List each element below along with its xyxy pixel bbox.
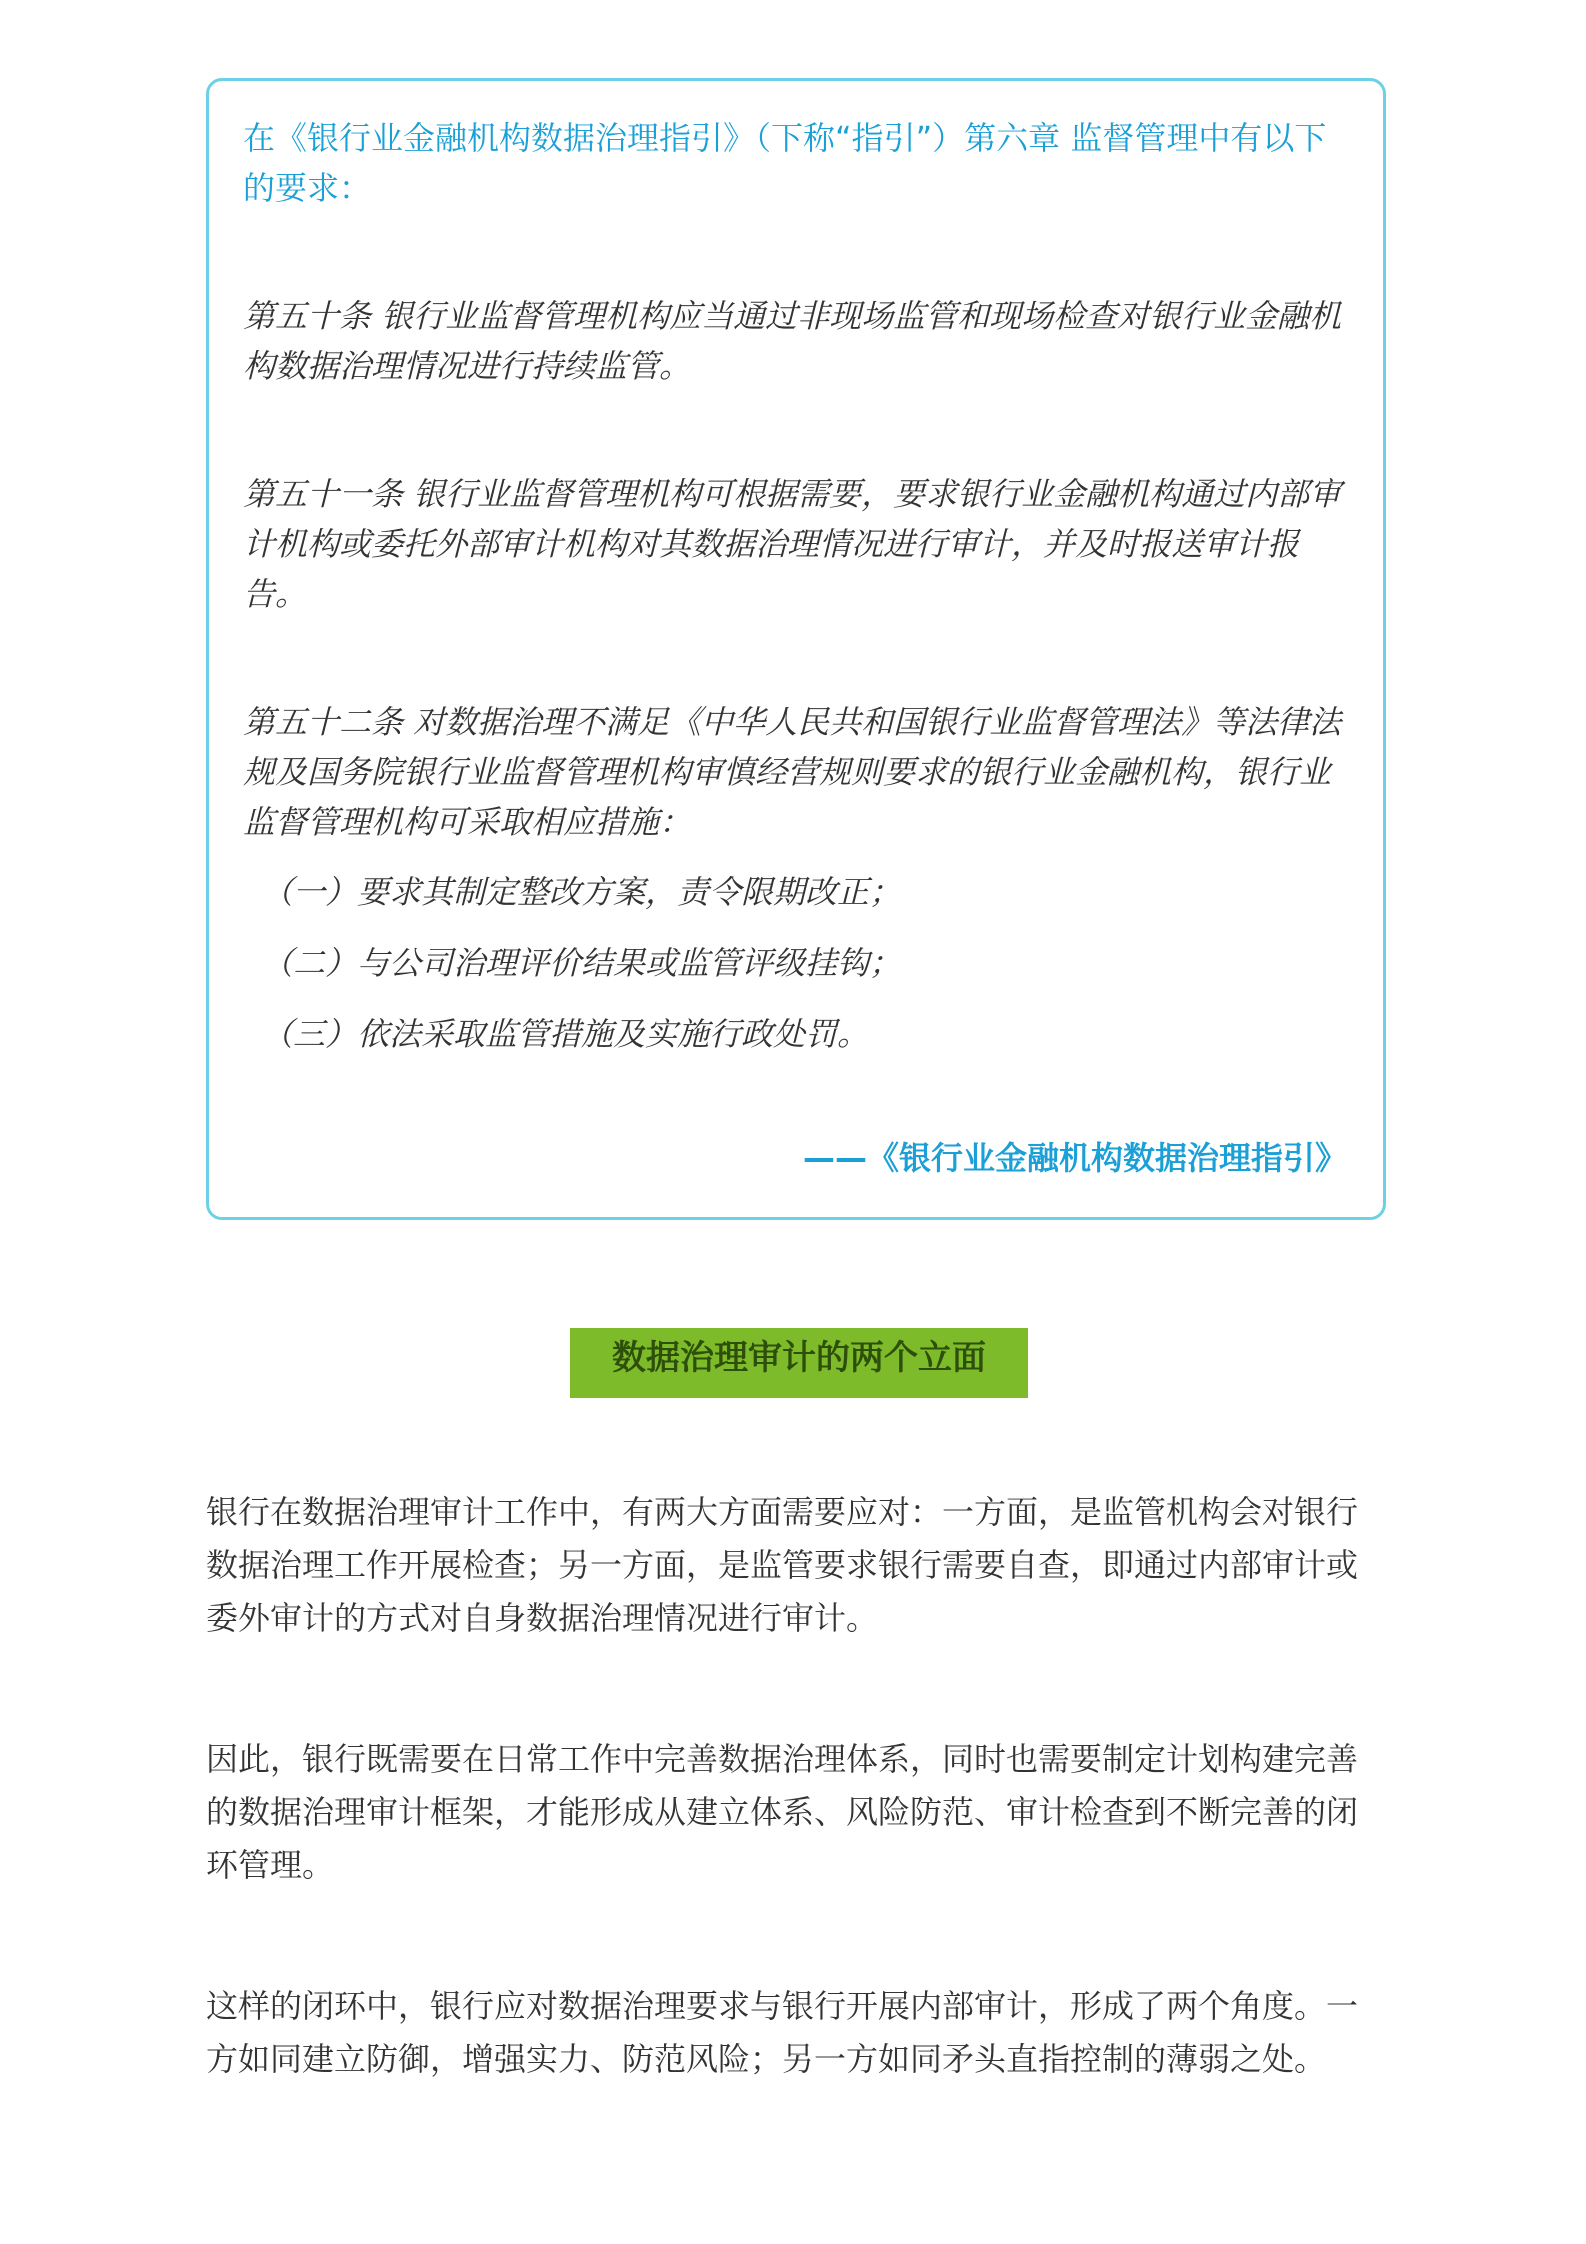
measure-item: （一）要求其制定整改方案，责令限期改正；	[261, 873, 902, 911]
measure-item: （三）依法采取监管措施及实施行政处罚。	[261, 1015, 870, 1053]
article-52: 第五十二条 对数据治理不满足《中华人民共和国银行业监督管理法》等法律法规及国务院银行业监督管理机构审慎经营规则要求的银行业金融机构，银行业监督管理机构可采取相应措施：	[243, 703, 1342, 841]
body-paragraph: 银行在数据治理审计工作中，有两大方面需要应对：一方面，是监管机构会对银行数据治理工作开展检查；另一方面，是监管要求银行需要自查，即通过内部审计或委外审计的方式对自身数据治理情况进行审计。	[206, 1493, 1359, 1637]
body-paragraph: 因此，银行既需要在日常工作中完善数据治理体系，同时也需要制定计划构建完善的数据治理审计框架，才能形成从建立体系、风险防范、审计检查到不断完善的闭环管理。	[206, 1740, 1359, 1884]
quote-intro: 在《银行业金融机构数据治理指引》（下称“指引”）第六章 监督管理中有以下的要求：	[243, 119, 1327, 207]
article-51: 第五十一条 银行业监督管理机构可根据需要，要求银行业金融机构通过内部审计机构或委托外部审计机构对其数据治理情况进行审计，并及时报送审计报告。	[243, 475, 1342, 613]
regulation-quote-box	[206, 78, 1386, 1220]
section-heading: 数据治理审计的两个立面	[570, 1328, 1028, 1398]
body-paragraph: 这样的闭环中，银行应对数据治理要求与银行开展内部审计，形成了两个角度。一方如同建立防御，增强实力、防范风险；另一方如同矛头直指控制的薄弱之处。	[206, 1987, 1359, 2078]
measure-item: （二）与公司治理评价结果或监管评级挂钩；	[261, 944, 902, 982]
article-50: 第五十条 银行业监督管理机构应当通过非现场监管和现场检查对银行业金融机构数据治理情况进行持续监管。	[243, 297, 1342, 385]
quote-source: ——《银行业金融机构数据治理指引》	[802, 1139, 1347, 1177]
